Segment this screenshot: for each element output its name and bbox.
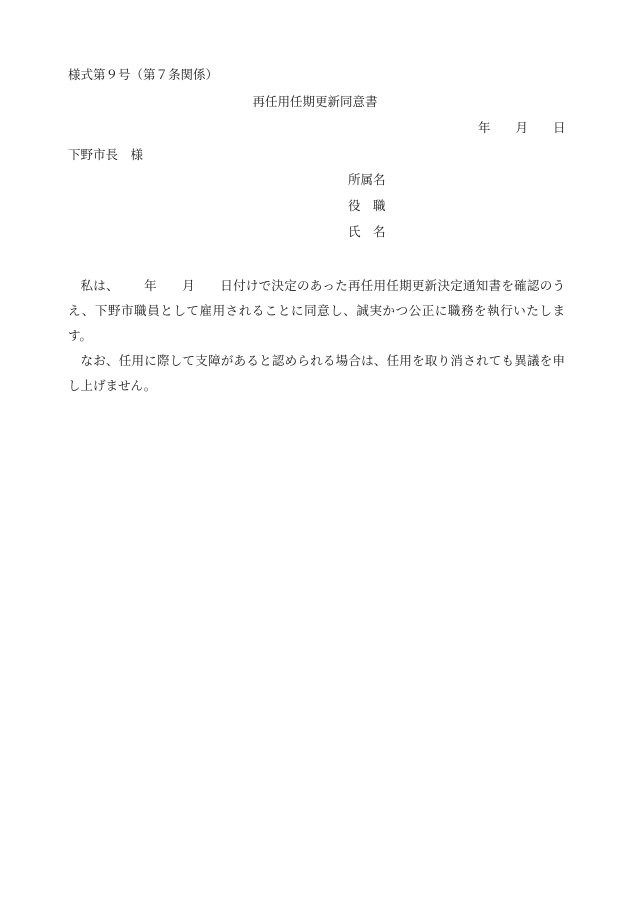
- name-label: 氏 名: [348, 224, 386, 239]
- consent-paragraph: [68, 273, 565, 348]
- consent-year-label: 年: [143, 278, 157, 293]
- affiliation-label: 所属名: [348, 172, 386, 187]
- consent-month-label: 月: [181, 278, 196, 293]
- body-text: [68, 273, 565, 398]
- position-label: 役 職: [348, 198, 386, 213]
- consent-intro: 私は、: [80, 278, 119, 293]
- date-line: [478, 120, 566, 136]
- addressee-name: 下野市長: [68, 147, 119, 162]
- date-day-label: 日: [553, 120, 566, 135]
- date-month-label: 月: [515, 120, 529, 135]
- date-year-label: 年: [478, 120, 491, 135]
- addressee: [68, 147, 143, 163]
- cancellation-paragraph: なお、任用に際して支障があると認められる場合は、任用を取り消されても異議を申し上げません。: [68, 353, 565, 393]
- consent-text: 日付けで決定のあった再任用任期更新決定通知書を確認のうえ、下野市職員として雇用されることに同意し、誠実かつ公正に職務を執行いたします。: [68, 278, 565, 343]
- form-number: 様式第９号（第７条関係）: [68, 67, 219, 82]
- document-title: 再任用任期更新同意書: [252, 94, 378, 109]
- addressee-honorific: 様: [130, 147, 144, 162]
